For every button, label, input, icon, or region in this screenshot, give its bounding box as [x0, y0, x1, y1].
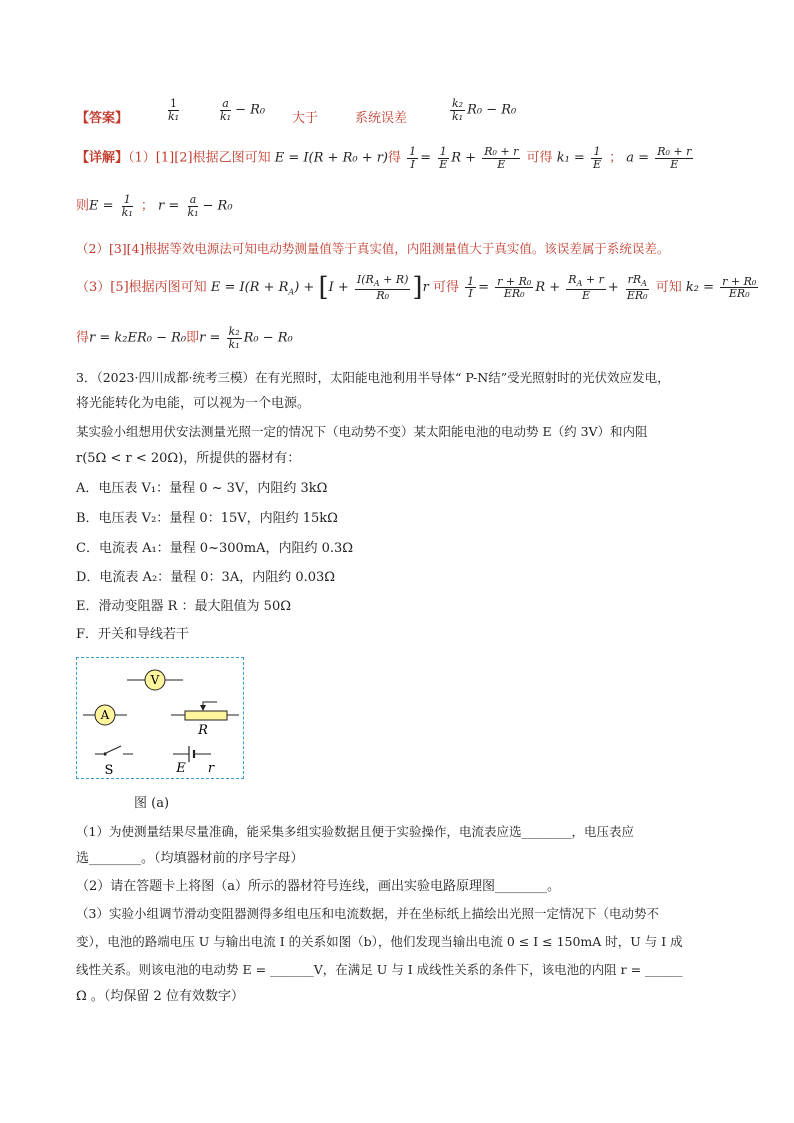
detail-p4-r: r = [199, 330, 221, 346]
detail-p1b-f1n: 1 [123, 193, 131, 206]
answer-2-den: k₁ [220, 109, 232, 123]
detail-p3-plus: + [607, 280, 619, 296]
detail-p3-eq: = [478, 280, 489, 296]
detail-p1-k1: k₁ = [556, 150, 585, 166]
answer-5-tail: R₀ − R₀ [467, 102, 517, 118]
question-line-2: 将光能转化为电能，可以视为一个电源。 [76, 396, 311, 411]
detail-label: 【详解】 [76, 150, 129, 166]
detail-p3-f1n: 1 [467, 274, 475, 288]
option-b: B．电压表 V₂：量程 0：15V，内阻约 15kΩ [76, 511, 338, 526]
detail-p3-can: 可知 [655, 280, 682, 296]
detail-p1-f1d: E [439, 157, 448, 171]
detail-p3-f2d: ER₀ [503, 287, 525, 301]
circuit-symbols [77, 658, 242, 777]
subq-2: （2）请在答题卡上将图（a）所示的器材符号连线，画出实验电路原理图________。 [76, 879, 561, 894]
option-e: E．滑动变阻器 R ：最大阻值为 50Ω [76, 599, 291, 614]
detail-p1-f4d: E [670, 157, 679, 171]
detail-p1-a: a = [626, 150, 650, 166]
question-line-3: 某实验小组想用伏安法测量光照一定的情况下（电动势不变）某太阳能电池的电动势 E（约 3V）和内阻 [76, 424, 648, 439]
answer-2-tail: − R₀ [235, 102, 266, 118]
detail-p3-f4n: rR [627, 273, 642, 286]
detail-p1-R: R + [451, 150, 477, 166]
option-c: C．电流表 A₁：量程 0~300mA，内阻约 0.3Ω [76, 541, 354, 556]
rheostat-label: R [198, 723, 208, 738]
ammeter-label: A [100, 708, 110, 722]
detail-p1-f2n: R₀ + r [484, 145, 519, 158]
rheostat-icon [185, 711, 227, 720]
detail-p1b-tail: − R₀ [202, 198, 233, 214]
detail-p4-ie: 即 [186, 330, 200, 346]
detail-p1-f3d: E [592, 157, 601, 171]
detail-p3-r: r [422, 280, 429, 296]
detail-p1-eq2a: 1 [409, 145, 417, 158]
answer-label: 【答案】 [76, 111, 129, 126]
detail-line-3: （3）[5]根据丙图可知 $E = I(R + R_A) + [I$ + $\frac{I(R_A + R)}{\text{R₀}}$ ]r 可得 $\frac{1}{I}$ = $\frac{\text{r + R₀}}{\text{ER₀}}$ R + $\frac{R_A + r}{E}$ + $\frac{rR_A}{\text{ER₀}}$ 可知 k₂ = $\frac{\text{r + R₀}}{\text{ER₀}}$ [76, 272, 757, 303]
figure-a-box [76, 657, 244, 779]
detail-p3-f2n: r + R₀ [497, 274, 532, 288]
detail-line-1 [76, 146, 695, 170]
subq-3d: Ω 。（均保留 2 位有效数字） [76, 989, 244, 1004]
voltmeter-label: V [150, 673, 160, 687]
detail-p1-f4n: R₀ + r [657, 145, 692, 158]
detail-p1-can: 可得 [526, 150, 553, 166]
question-line-4: r(5Ω < r < 20Ω)，所提供的器材有： [76, 451, 301, 466]
figure-a-caption: 图 (a) [134, 796, 170, 811]
detail-p1b-then: 则 [76, 198, 90, 214]
answer-1 [164, 98, 183, 122]
detail-p3-eq1b: ) + [294, 280, 315, 296]
detail-p3-f3d: E [582, 288, 591, 302]
detail-p1-head: （1）[1][2]根据乙图可知 [128, 150, 271, 166]
subq-3c: 线性关系。则该电池的电动势 E = _______V，在满足 U 与 I 成线性关系的条件下，该电池的内阻 r = ______ [76, 962, 683, 977]
detail-p3-bfd: R₀ [376, 288, 390, 302]
battery-emf-label: E [176, 761, 186, 776]
detail-line-1b [76, 194, 233, 218]
switch-label: S [104, 763, 114, 777]
answer-2 [216, 98, 265, 122]
detail-p1b-E: E = [89, 198, 114, 214]
detail-p1b-semi: ； [140, 198, 154, 214]
detail-p1-semi: ； [609, 150, 623, 166]
detail-p4-fd: k₁ [228, 337, 240, 351]
detail-p3-bfn: I(R [356, 273, 374, 286]
detail-p3-R: R + [535, 280, 561, 296]
detail-p3-k2: k₂ = [685, 280, 715, 296]
detail-p1b-f2n: a [189, 193, 197, 206]
detail-p3-f5d: ER₀ [728, 287, 750, 301]
detail-p1b-r: r = [158, 198, 180, 214]
detail-p1b-f2d: k₁ [187, 205, 199, 219]
detail-p1-f3n: 1 [593, 145, 601, 158]
detail-p3-f5n: r + R₀ [722, 274, 757, 288]
answer-5 [448, 98, 516, 122]
subq-3a: （3）实验小组调节滑动变阻器测得多组电压和电流数据，并在坐标纸上描绘出光照一定情况下（电动势不 [76, 906, 659, 921]
detail-p4-fn: k₂ [228, 325, 240, 338]
battery-r-label: r [207, 761, 215, 776]
detail-p1-f1n: 1 [439, 145, 447, 158]
detail-p1-f2d: E [497, 157, 506, 171]
detail-p3-f3n: R [568, 273, 577, 286]
answer-5-num: k₂ [452, 97, 464, 110]
detail-p4-get: 得 [76, 330, 90, 346]
detail-p3-f1d: I [468, 287, 473, 301]
subq-3b: 变），电池的路端电压 U 与输出电流 I 的关系如图（b），他们发现当输出电流 0 ≤ I ≤ 150mA 时，U 与 I 成 [76, 934, 683, 949]
detail-p3-head: （3）[5]根据丙图可知 [76, 280, 207, 296]
option-d: D．电流表 A₂：量程 0：3A，内阻约 0.03Ω [76, 570, 336, 585]
detail-p4-eq: r = k₂ER₀ − R₀ [89, 330, 187, 346]
detail-line-2: （2）[3][4]根据等效电源法可知电动势测量值等于真实值，内阻测量值大于真实值。该误差属于系统误差。 [76, 241, 670, 256]
detail-p3-bfn2: + R) [379, 273, 409, 286]
detail-p3-eq1: E = I(R + R [210, 280, 289, 296]
detail-p1-eq2c: = [420, 150, 432, 166]
detail-p3-get: 可得 [432, 280, 459, 296]
answer-1-num: 1 [170, 97, 178, 110]
detail-line-4 [76, 326, 293, 350]
subq-1b: 选________。（均填器材前的序号字母） [76, 851, 304, 866]
answer-1-den: k₁ [168, 109, 180, 123]
answer-2-num: a [222, 97, 229, 110]
detail-p3-bracket-I: I + [328, 280, 349, 296]
detail-p1-eq: E = I(R + R₀ + r) [274, 150, 389, 166]
detail-p1-eq2b: I [410, 157, 415, 171]
detail-p4-tail: R₀ − R₀ [243, 330, 293, 346]
question-line-1: 3．（2023·四川成都·统考三模）在有光照时，太阳能电池利用半导体“ P-N结”受光照射时的光伏效应发电， [76, 370, 670, 385]
answer-5-den: k₁ [452, 109, 464, 123]
switch-icon [106, 746, 121, 753]
detail-p1b-f1d: k₁ [121, 205, 133, 219]
answer-3: 大于 [292, 111, 319, 126]
detail-p1-get: 得 [388, 150, 402, 166]
detail-p3-f3n2: + r [582, 273, 604, 286]
option-f: F．开关和导线若干 [76, 627, 190, 642]
detail-p3-f4d: ER₀ [626, 288, 648, 302]
answer-4: 系统误差 [355, 111, 408, 126]
option-a: A．电压表 V₁：量程 0 ~ 3V，内阻约 3kΩ [76, 481, 328, 496]
subq-1a: （1）为使测量结果尽量准确，能采集多组实验数据且便于实验操作，电流表应选________，电压表应 [76, 824, 634, 839]
